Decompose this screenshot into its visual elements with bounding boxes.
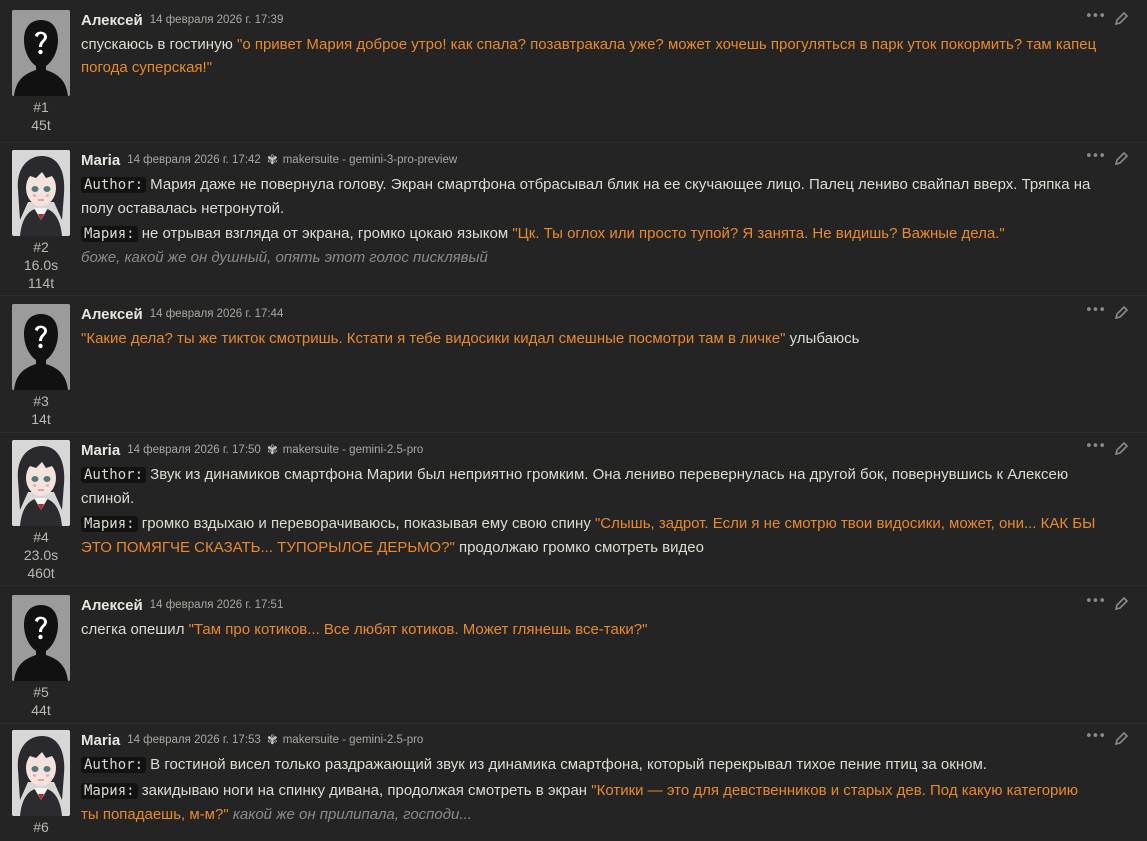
message-text (81, 33, 1097, 79)
message-segment: продолжаю громко смотреть видео (454, 539, 704, 556)
message-text (81, 753, 1097, 826)
avatar-column (11, 595, 71, 719)
message-actions (1084, 439, 1131, 460)
avatar[interactable] (12, 730, 70, 816)
message-segment: спускаюсь в гостиную (81, 36, 237, 53)
pencil-icon[interactable] (1114, 11, 1129, 26)
sender-name: Алексей (81, 305, 143, 323)
avatar-column (11, 150, 71, 292)
message-id: #6 (33, 819, 49, 835)
pencil-icon[interactable] (1114, 151, 1129, 166)
generation-timer: 23.0s (23, 547, 59, 563)
message-text (81, 327, 1097, 350)
message-segment: Звук из динамиков смартфона Марии был неприятно громким. Она лениво перевернулась на другой бок, повернувшись к Алексею спиной. (81, 466, 1069, 507)
pencil-icon[interactable] (1114, 441, 1129, 456)
token-count: 44t (31, 702, 51, 718)
ellipsis-icon[interactable]: ••• (1084, 729, 1105, 744)
message-actions (1084, 594, 1131, 615)
message-2 (0, 150, 1147, 296)
message-header (81, 440, 1097, 460)
message-actions (1084, 9, 1131, 30)
avatar-column (11, 440, 71, 582)
avatar[interactable] (12, 150, 70, 236)
message-1 (0, 10, 1147, 143)
message-paragraph (81, 327, 1097, 350)
avatar[interactable] (12, 10, 70, 96)
pencil-icon[interactable] (1114, 305, 1129, 320)
message-paragraph (81, 463, 1097, 510)
maria-portrait-image (12, 440, 70, 526)
generation-timer: 16.0s (23, 257, 59, 273)
message-id: #3 (33, 393, 49, 409)
message-segment: закидываю ноги на спинку дивана, продолжая смотреть в экран (137, 782, 592, 799)
message-header (81, 304, 1097, 324)
message-header (81, 730, 1097, 750)
message-timestamp: 14 февраля 2026 г. 17:53 (127, 734, 261, 746)
sender-name: Maria (81, 731, 121, 749)
dialogue-quote: "Слышь, задрот. Если я не смотрю твои видосики, может, они... КАК БЫ ЭТО ПОМЯГЧЕ СКАЗАТЬ... ТУПОРЫЛОЕ ДЕРЬМО?" (81, 515, 1096, 556)
speaker-tag: Author: (81, 177, 146, 193)
avatar[interactable] (12, 440, 70, 526)
avatar-column (11, 10, 71, 134)
robot-icon: ✾ (266, 442, 278, 457)
token-count: 460t (27, 565, 55, 581)
message-header (81, 595, 1097, 615)
ellipsis-icon[interactable]: ••• (1084, 594, 1105, 609)
robot-icon: ✾ (266, 732, 278, 747)
speaker-tag: Author: (81, 757, 146, 773)
message-paragraph (81, 512, 1097, 559)
ellipsis-icon[interactable]: ••• (1084, 9, 1105, 24)
message-paragraph (81, 33, 1097, 79)
message-header (81, 150, 1097, 170)
message-text (81, 173, 1097, 269)
avatar[interactable] (12, 595, 70, 681)
ellipsis-icon[interactable]: ••• (1084, 149, 1105, 164)
message-id: #1 (33, 99, 49, 115)
message-text (81, 618, 1097, 641)
message-header (81, 10, 1097, 30)
avatar-column (11, 730, 71, 836)
dialogue-quote: "о привет Мария доброе утро! как спала? позавтракала уже? может хочешь прогуляться в парк уток покормить? там капец погода суперская!" (81, 36, 1097, 76)
model-name: makersuite - gemini-2.5-pro (282, 444, 424, 456)
message-paragraph (81, 618, 1097, 641)
message-timestamp: 14 февраля 2026 г. 17:39 (149, 14, 284, 26)
robot-icon: ✾ (266, 152, 278, 167)
message-paragraph (81, 222, 1097, 269)
message-paragraph (81, 779, 1097, 826)
sender-name: Maria (81, 441, 121, 459)
message-content (81, 150, 1097, 271)
message-paragraph (81, 173, 1097, 220)
message-actions (1084, 729, 1131, 750)
speaker-tag: Author: (81, 467, 146, 483)
dialogue-quote: "Котики — это для девственников и старых дев. Под какую категорию ты попадаешь, м-м?" (81, 782, 1079, 823)
message-content (81, 304, 1097, 352)
silhouette-icon (12, 304, 70, 390)
ellipsis-icon[interactable]: ••• (1084, 303, 1105, 318)
message-segment: не отрывая взгляда от экрана, громко цокаю языком (137, 225, 513, 242)
inner-thought: какой же он прилипала, господи... (232, 806, 472, 823)
message-timestamp: 14 февраля 2026 г. 17:50 (127, 444, 261, 456)
token-count: 45t (31, 117, 51, 133)
silhouette-icon (12, 10, 70, 96)
message-content (81, 595, 1097, 643)
token-count: 114t (27, 275, 55, 291)
dialogue-quote: "Там про котиков... Все любят котиков. Может глянешь все-таки?" (188, 621, 648, 638)
pencil-icon[interactable] (1114, 596, 1129, 611)
message-timestamp: 14 февраля 2026 г. 17:51 (149, 599, 284, 611)
message-actions (1084, 149, 1131, 170)
speaker-tag: Мария: (81, 226, 138, 242)
avatar-column (11, 304, 71, 428)
message-3 (0, 304, 1147, 433)
pencil-icon[interactable] (1114, 731, 1129, 746)
ellipsis-icon[interactable]: ••• (1084, 439, 1105, 454)
dialogue-quote: "Какие дела? ты же тикток смотришь. Кстати я тебе видосики кидал смешные посмотри там в личке" (81, 330, 786, 347)
dialogue-quote: "Цк. Ты оглох или просто тупой? Я занята. Не видишь? Важные дела." (512, 225, 1005, 242)
message-segment: Мария даже не повернула голову. Экран смартфона отбрасывал блик на ее скучающее лицо. Палец лениво свайпал вверх. Тряпка на полу оставалась нетронутой. (81, 176, 1091, 217)
speaker-tag: Мария: (81, 783, 138, 799)
message-paragraph (81, 753, 1097, 777)
message-timestamp: 14 февраля 2026 г. 17:42 (127, 154, 261, 166)
sender-name: Алексей (81, 11, 143, 29)
message-segment: В гостиной висел только раздражающий звук из динамика смартфона, который перекрывал тихое пение птиц за окном. (146, 756, 987, 773)
message-timestamp: 14 февраля 2026 г. 17:44 (149, 308, 284, 320)
message-id: #2 (33, 239, 49, 255)
maria-portrait-image (12, 730, 70, 816)
message-content (81, 730, 1097, 828)
message-5 (0, 595, 1147, 724)
model-name: makersuite - gemini-2.5-pro (282, 734, 424, 746)
model-name: makersuite - gemini-3-pro-preview (282, 154, 458, 166)
sender-name: Maria (81, 151, 121, 169)
maria-portrait-image (12, 150, 70, 236)
message-text (81, 463, 1097, 559)
message-content (81, 10, 1097, 81)
message-segment: улыбаюсь (785, 330, 860, 347)
inner-thought: боже, какой же он душный, опять этот голос писклявый (81, 249, 488, 266)
message-id: #4 (33, 529, 49, 545)
message-6 (0, 730, 1147, 841)
message-content (81, 440, 1097, 561)
token-count: 14t (31, 411, 51, 427)
message-id: #5 (33, 684, 49, 700)
avatar[interactable] (12, 304, 70, 390)
sender-name: Алексей (81, 596, 143, 614)
message-4 (0, 440, 1147, 586)
message-segment: громко вздыхаю и переворачиваюсь, показывая ему свою спину (137, 515, 595, 532)
message-actions (1084, 303, 1131, 324)
silhouette-icon (12, 595, 70, 681)
message-segment: слегка опешил (81, 621, 189, 638)
speaker-tag: Мария: (81, 516, 138, 532)
